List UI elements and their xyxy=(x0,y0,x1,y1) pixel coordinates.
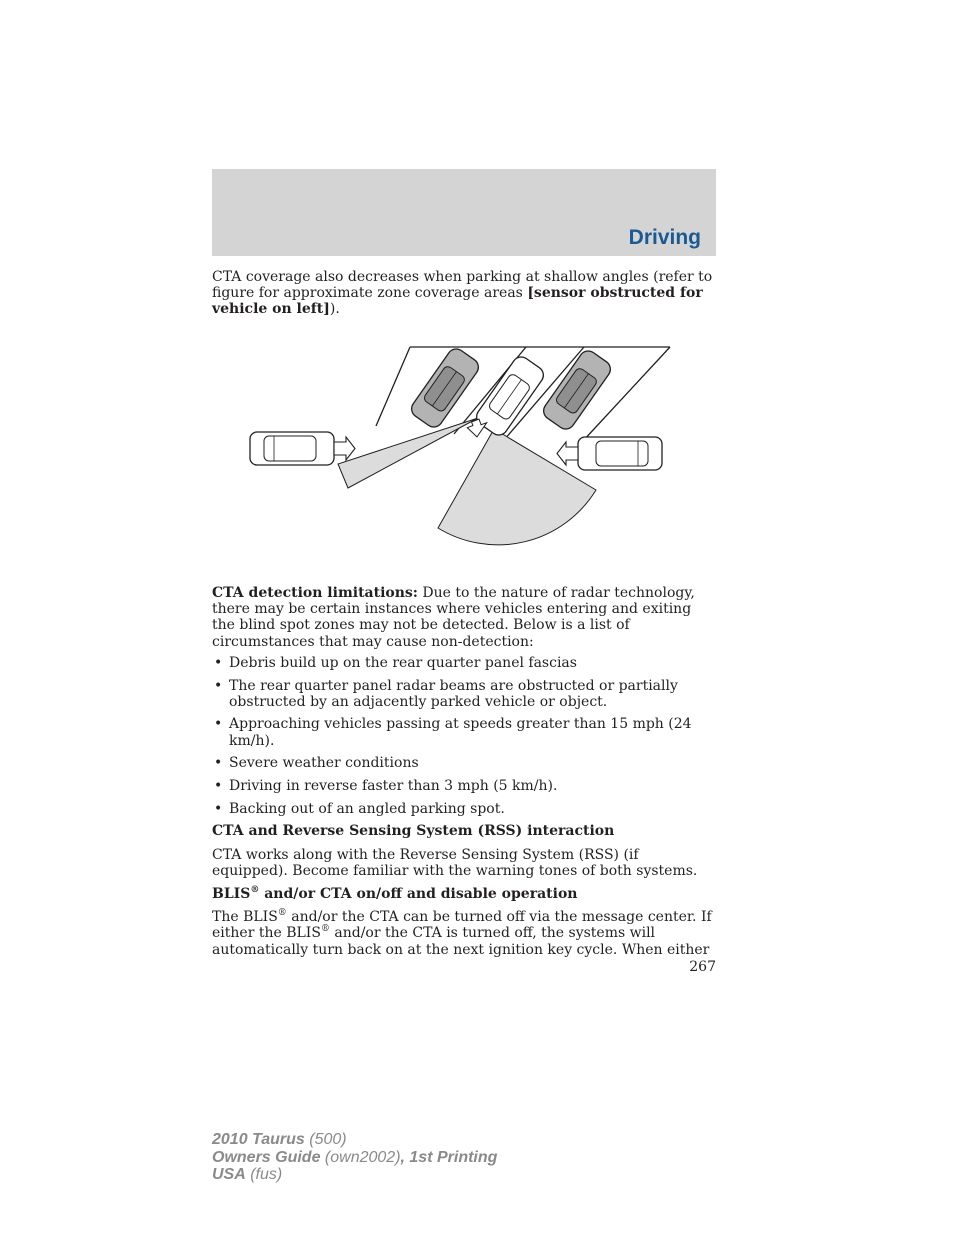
footer-market: USA xyxy=(212,1166,246,1183)
intro-text: CTA coverage also decreases when parking at shallow angles (refer to figure for approximate zone coverage areas xyxy=(212,269,713,302)
limitations-list xyxy=(212,655,718,817)
blis-heading-suffix: and/or CTA on/off and disable operation xyxy=(259,886,578,903)
parked-car-left xyxy=(408,345,482,430)
arrow-left-icon xyxy=(557,442,578,465)
rss-heading: CTA and Reverse Sensing System (RSS) interaction xyxy=(212,823,615,840)
footer-model-code: (500) xyxy=(304,1131,347,1148)
registered-mark: ® xyxy=(277,908,287,919)
rss-paragraph: CTA works along with the Reverse Sensing System (RSS) (if equipped). Become familiar with the warning tones of both systems. xyxy=(212,846,698,879)
list-item: • Driving in reverse faster than 3 mph (5 km/h). xyxy=(212,778,718,794)
list-item: • The rear quarter panel radar beams are obstructed or partially obstructed by an adjacently parked vehicle or object. xyxy=(212,678,718,710)
registered-mark: ® xyxy=(320,924,330,935)
limitations-text: Due to the nature of radar technology, there may be certain instances where vehicles entering and exiting the blind spot zones may not be detected. Below is a list of circumstances that may cause non-detection: xyxy=(212,585,695,650)
list-item: • Backing out of an angled parking spot. xyxy=(212,801,718,817)
page-number: 267 xyxy=(689,959,716,975)
list-item: • Debris build up on the rear quarter panel fascias xyxy=(212,655,718,671)
approaching-car-right xyxy=(557,437,662,470)
blis-heading-prefix: BLIS xyxy=(212,886,251,903)
document-footer xyxy=(212,1131,497,1184)
limitations-label: CTA detection limitations: xyxy=(212,585,418,601)
footer-model: 2010 Taurus xyxy=(212,1131,305,1148)
footer-printing: , 1st Printing xyxy=(400,1148,498,1166)
parking-stripe xyxy=(376,347,410,426)
obstructed-radar-zone xyxy=(338,418,478,488)
footer-market-code: (fus) xyxy=(245,1166,283,1183)
footer-guide-code: (own2002) xyxy=(320,1148,401,1166)
arrow-right-icon xyxy=(334,437,355,460)
list-item: • Severe weather conditions xyxy=(212,755,718,771)
list-item: • Approaching vehicles passing at speeds greater than 15 mph (24 km/h). xyxy=(212,716,718,748)
section-header-band xyxy=(212,169,716,256)
footer-guide: Owners Guide xyxy=(212,1148,321,1166)
limitations-paragraph xyxy=(212,585,718,650)
radar-coverage-zone xyxy=(438,429,596,545)
blis-text: The BLIS xyxy=(212,909,278,926)
section-title: Driving xyxy=(628,226,701,249)
registered-mark: ® xyxy=(250,885,260,896)
blis-paragraph xyxy=(212,909,718,958)
cta-coverage-figure xyxy=(212,330,716,562)
blis-heading xyxy=(212,886,718,902)
main-content xyxy=(212,585,718,958)
blis-text: and/or the CTA can be turned off via the message center. If either the BLIS xyxy=(212,909,712,942)
approaching-car-left xyxy=(250,432,355,465)
intro-bold-note: [sensor obstructed for vehicle on left] xyxy=(212,285,703,318)
intro-text-end: ). xyxy=(329,301,340,318)
intro-paragraph xyxy=(212,269,718,318)
blis-text: and/or the CTA is turned off, the systems will automatically turn back on at the next ignition key cycle. When either xyxy=(212,925,710,958)
